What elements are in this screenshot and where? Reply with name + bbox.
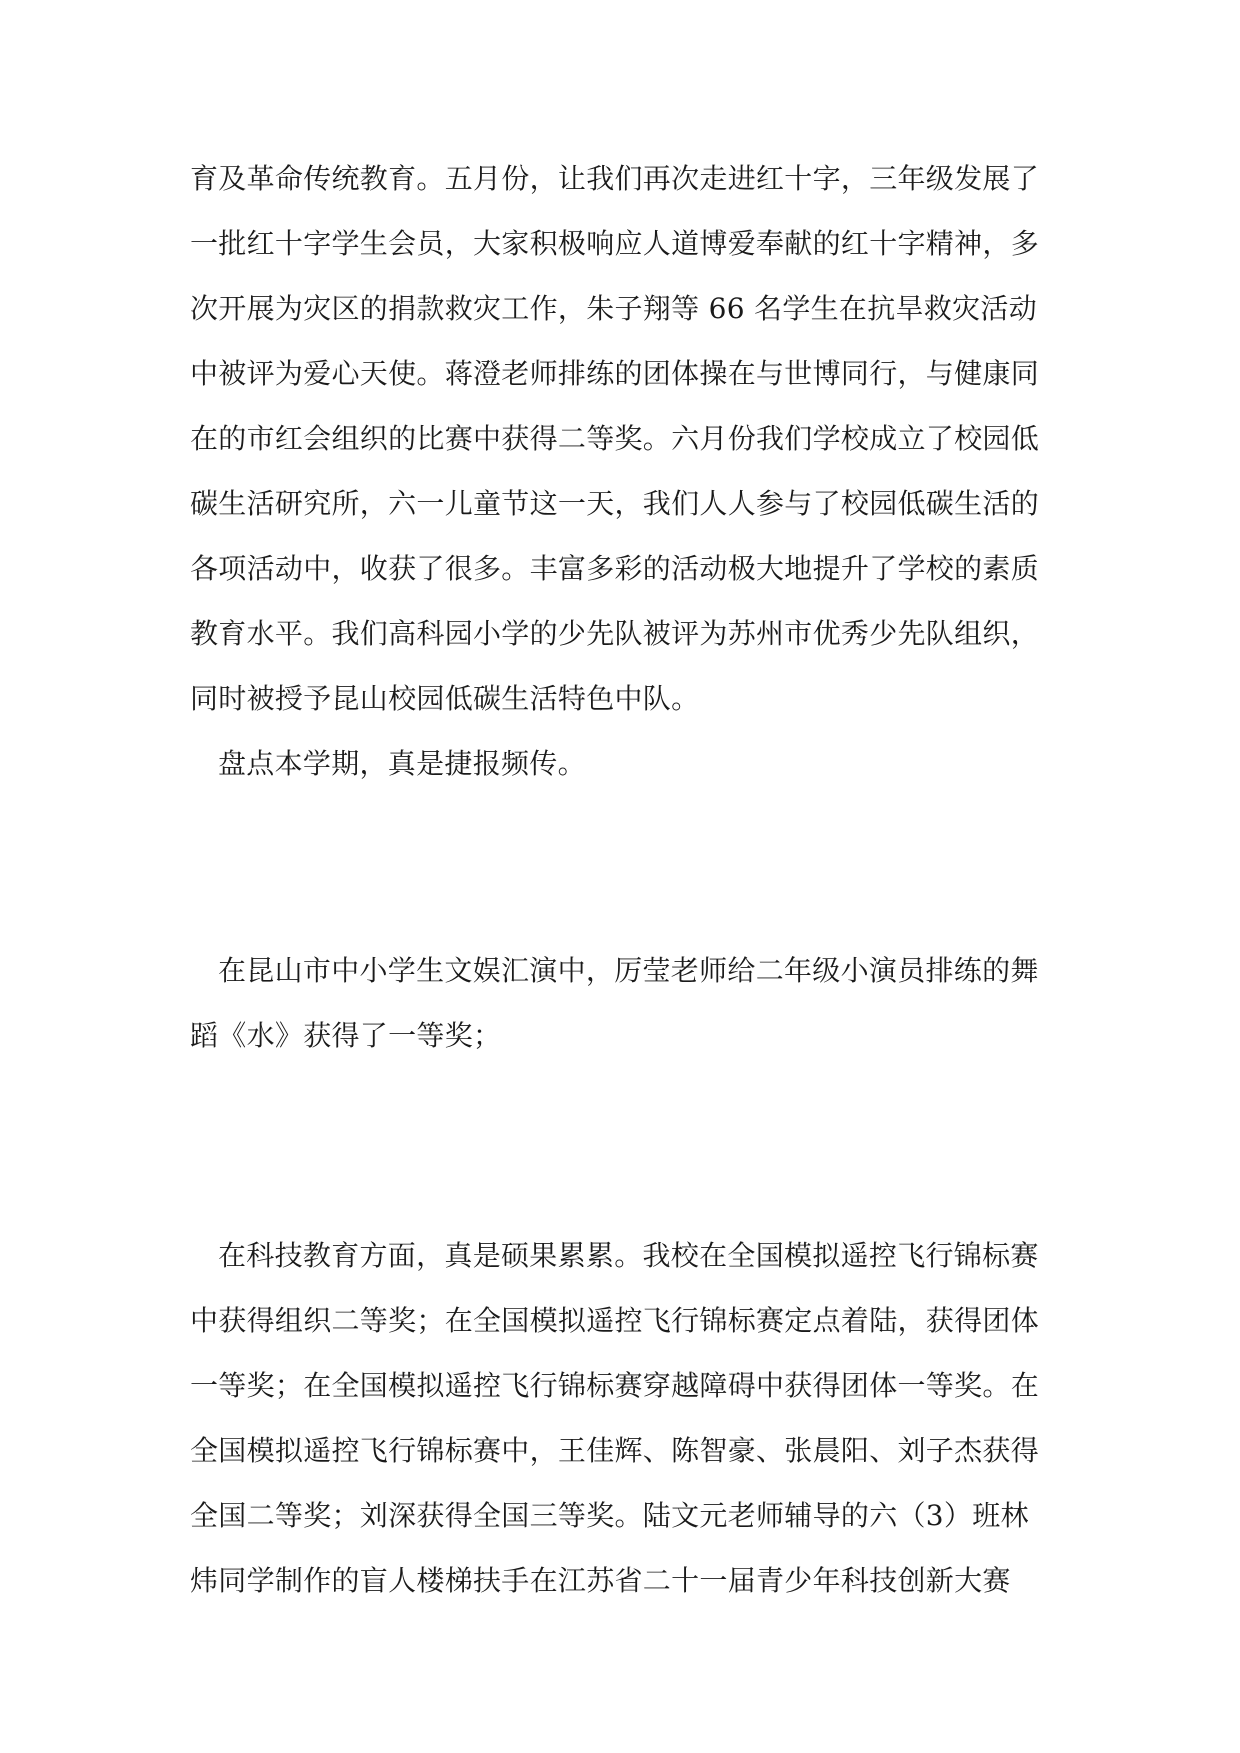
text-line: 各项活动中，收获了很多。丰富多彩的活动极大地提升了学校的素质 [190,552,1040,585]
paragraph-arts-performance [190,938,1060,1068]
text-line: 蹈《水》获得了一等奖； [190,1019,502,1052]
text-line: 中获得组织二等奖；在全国模拟遥控飞行锦标赛定点着陆，获得团体 [190,1304,1040,1337]
text-line: 一批红十字学生会员，大家积极响应人道博爱奉献的红十字精神，多 [190,227,1040,260]
text-line: 教育水平。我们高科园小学的少先队被评为苏州市优秀少先队组织， [190,617,1040,650]
text-line: 在科技教育方面，真是硕果累累。我校在全国模拟遥控飞行锦标赛 [218,1239,1039,1272]
text-line: 全国模拟遥控飞行锦标赛中，王佳辉、陈智豪、张晨阳、刘子杰获得 [190,1434,1040,1467]
text-line: 全国二等奖；刘深获得全国三等奖。陆文元老师辅导的六（3）班林 [190,1499,1029,1532]
text-line: 在的市红会组织的比赛中获得二等奖。六月份我们学校成立了校园低 [190,422,1040,455]
text-line: 盘点本学期，真是捷报频传。 [218,747,586,780]
paragraph-moral-education [190,146,1060,796]
text-line: 炜同学制作的盲人楼梯扶手在江苏省二十一届青少年科技创新大赛 [190,1564,1011,1597]
text-line: 在昆山市中小学生文娱汇演中，厉莹老师给二年级小演员排练的舞 [218,954,1039,987]
text-line: 同时被授予昆山校园低碳生活特色中队。 [190,682,700,715]
text-line: 一等奖；在全国模拟遥控飞行锦标赛穿越障碍中获得团体一等奖。在 [190,1369,1040,1402]
text-line: 中被评为爱心天使。蒋澄老师排练的团体操在与世博同行，与健康同 [190,357,1040,390]
text-line: 育及革命传统教育。五月份，让我们再次走进红十字，三年级发展了 [190,162,1040,195]
text-line: 碳生活研究所，六一儿童节这一天，我们人人参与了校园低碳生活的 [190,487,1040,520]
text-line: 次开展为灾区的捐款救灾工作，朱子翔等 66 名学生在抗旱救灾活动 [190,292,1038,325]
paragraph-science-education [190,1223,1060,1613]
